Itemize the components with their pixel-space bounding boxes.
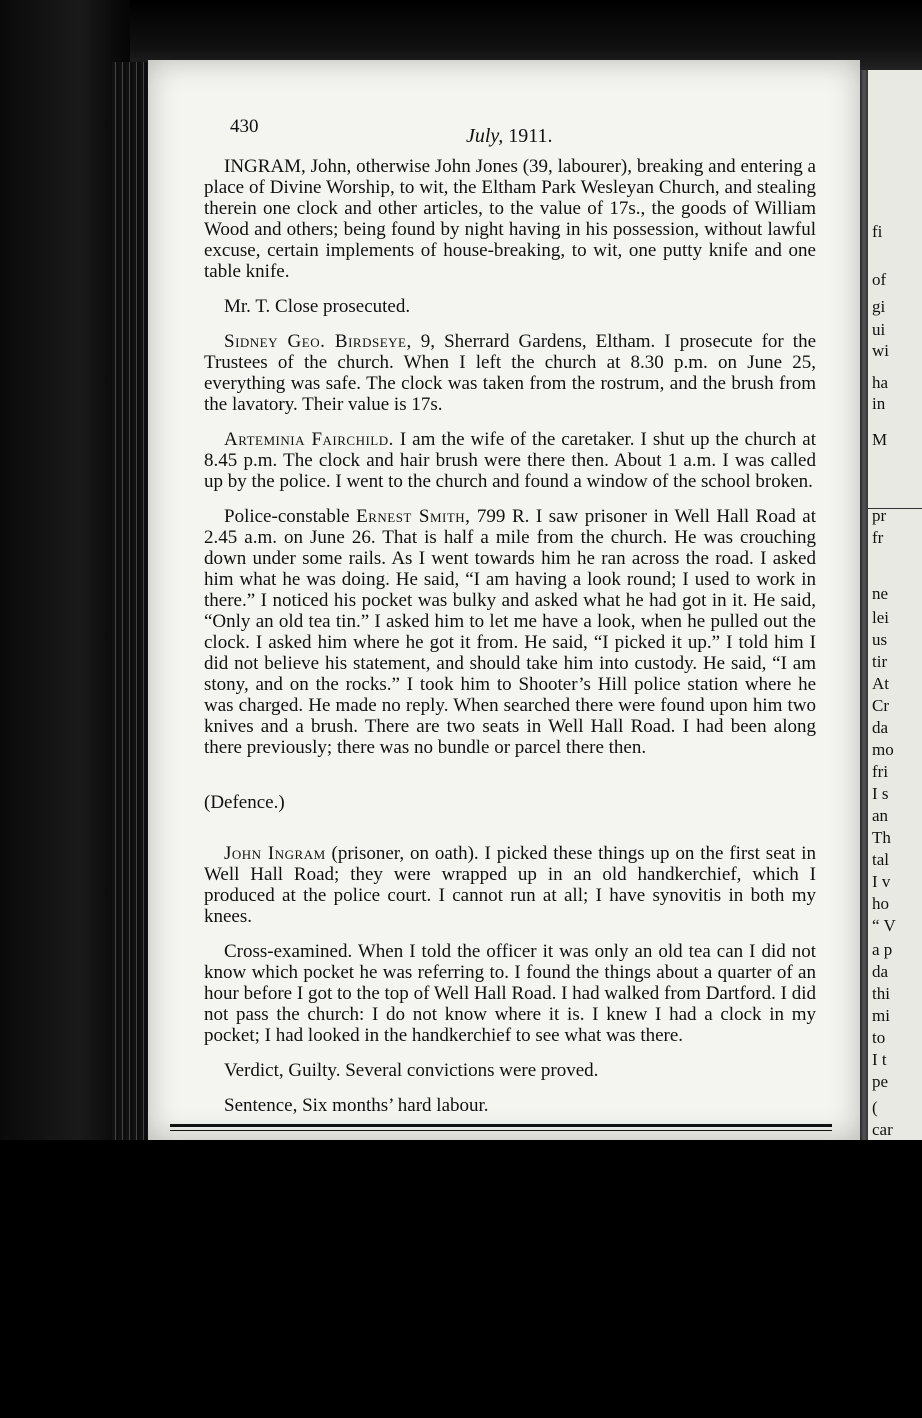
adjacent-page-fragment: mo [872, 740, 894, 759]
witness-testimony: 799 R. I saw prisoner in Well Hall Road at 2.45 a.m. on June 26. That is half a mile from the church. He was crouching down under some rails. As I went towards him he ran across the road. I asked him what he was doing. He said, “I am having a look round; I used to work in there.” I noticed his pocket was bulky and asked what he had got in it. He said, “Only an old tea tin.” I asked him to let me have a look, when he pulled out the clock. I asked him where he got it from. He said, “I picked it up.” I told him I did not believe his statement, and should take him into custody. He said, “I am stony, and on the rocks.” I took him to Shooter’s Hill police station where he was charged. He made no reply. When searched there were found upon him two knives and a brush. There are two seats in Well Hall Road. I had been along there previously; there was no bundle or parcel there then. [204, 506, 816, 758]
scan-bottom-border [0, 1140, 922, 1418]
adjacent-page-fragment: wi [872, 341, 889, 360]
page-number: 430 [230, 116, 259, 137]
adjacent-page-fragment: pr [872, 506, 887, 525]
adjacent-page-fragment: pe [872, 1072, 889, 1091]
adjacent-page-fragment: to [872, 1028, 886, 1047]
adjacent-page-fragment: fr [872, 528, 884, 547]
adjacent-page-fragment: I s [872, 784, 889, 803]
adjacent-page-fragment: “ V [872, 916, 896, 935]
adjacent-page-fragment: an [872, 806, 889, 825]
section-rule-thin [170, 1130, 832, 1131]
witness-name: Ernest Smith, [356, 506, 471, 527]
adjacent-page-fragment: gi [872, 297, 886, 316]
document-body [204, 156, 816, 1130]
sentence-paragraph: Sentence, Six months’ hard labour. [224, 1095, 489, 1116]
adjacent-page-fragment: At [872, 674, 889, 693]
adjacent-page-fragment: in [872, 394, 886, 413]
adjacent-page-fragment: Cr [872, 696, 889, 715]
adjacent-page-fragment: da [872, 718, 889, 737]
witness-name: Sidney Geo. Birdseye, [224, 331, 412, 352]
adjacent-page-fragment: ha [872, 373, 889, 392]
adjacent-page-fragment: da [872, 962, 889, 981]
adjacent-page-fragment: of [872, 270, 887, 289]
adjacent-page-fragment: Th [872, 828, 891, 847]
running-head-year: 1911. [508, 125, 553, 147]
witness-name: Arteminia Fairchild. [224, 429, 394, 450]
adjacent-page-fragment: tal [872, 850, 889, 869]
document-page [148, 60, 860, 1140]
adjacent-page-fragment: I t [872, 1050, 887, 1069]
witness-birdseye-paragraph [204, 331, 816, 415]
section-rule-thick [170, 1124, 832, 1127]
adjacent-page-fragment: mi [872, 1006, 890, 1025]
defendant-paragraph [204, 843, 816, 927]
adjacent-page-fragment: ui [872, 320, 886, 339]
adjacent-page-fragment: fi [872, 222, 883, 241]
adjacent-page-fragment: us [872, 630, 888, 649]
adjacent-page-fragment: tir [872, 652, 888, 671]
adjacent-page-fragment: I v [872, 872, 891, 891]
adjacent-page-fragment: fri [872, 762, 889, 781]
witness-testimony: I am the wife of the caretaker. I shut up the church at 8.45 p.m. The clock and hair brush were there then. About 1 a.m. I was called up by the police. I went to the church and found a window of the school broken. [204, 429, 816, 492]
case-summary-paragraph: INGRAM, John, otherwise John Jones (39, labourer), breaking and entering a place of Divine Worship, to wit, the Eltham Park Wesleyan Church, and stealing therein one clock and other articles, to the value of 17s., the goods of William Wood and others; being found by night having in his possession, without lawful excuse, certain implements of house-breaking, to wit, one putty knife and one table knife. [204, 156, 816, 282]
adjacent-page-fragment: lei [872, 608, 889, 627]
adjacent-page-fragment: thi [872, 984, 890, 1003]
book-page-edges [112, 62, 148, 1142]
witness-smith-paragraph [204, 506, 816, 758]
adjacent-page-fragment: a p [872, 940, 893, 959]
defence-heading: (Defence.) [204, 792, 285, 813]
defendant-testimony: (prisoner, on oath). I picked these things up on the first seat in Well Hall Road; they were wrapped up in an old handkerchief, which I produced at the police court. I cannot run at all; I have synovitis in both my knees. [204, 843, 816, 927]
running-head [466, 126, 552, 147]
running-head-month: July, [466, 125, 504, 147]
adjacent-page-fragment: ( [872, 1098, 878, 1117]
adjacent-page-fragment: M [872, 430, 888, 449]
witness-fairchild-paragraph [204, 429, 816, 492]
adjacent-page-fragment: ne [872, 584, 889, 603]
adjacent-page [868, 70, 922, 1250]
witness-title: Police-constable [224, 506, 357, 527]
adjacent-page-fragment: ho [872, 894, 889, 913]
adjacent-page-fragment: car [872, 1120, 893, 1139]
prosecutor-paragraph: Mr. T. Close prosecuted. [224, 296, 411, 317]
witness-testimony: 9, Sherrard Gardens, Eltham. I prosecute for the Trustees of the church. When I left the church at 8.30 p.m. on June 25, everything was safe. The clock was taken from the rostrum, and the brush from the lavatory. Their value is 17s. [204, 331, 817, 415]
defendant-name: John Ingram [224, 843, 326, 864]
verdict-paragraph: Verdict, Guilty. Several convictions were proved. [224, 1060, 599, 1081]
cross-examination-paragraph: Cross-examined. When I told the officer it was only an old tea can I did not know which pocket he was referring to. I found the things about a quarter of an hour before I got to the top of Well Hall Road. I had walked from Dartford. I did not pass the church: I do not know where it is. I knew I had a clock in my pocket; I had looked in the handkerchief to see what was there. [204, 941, 816, 1046]
